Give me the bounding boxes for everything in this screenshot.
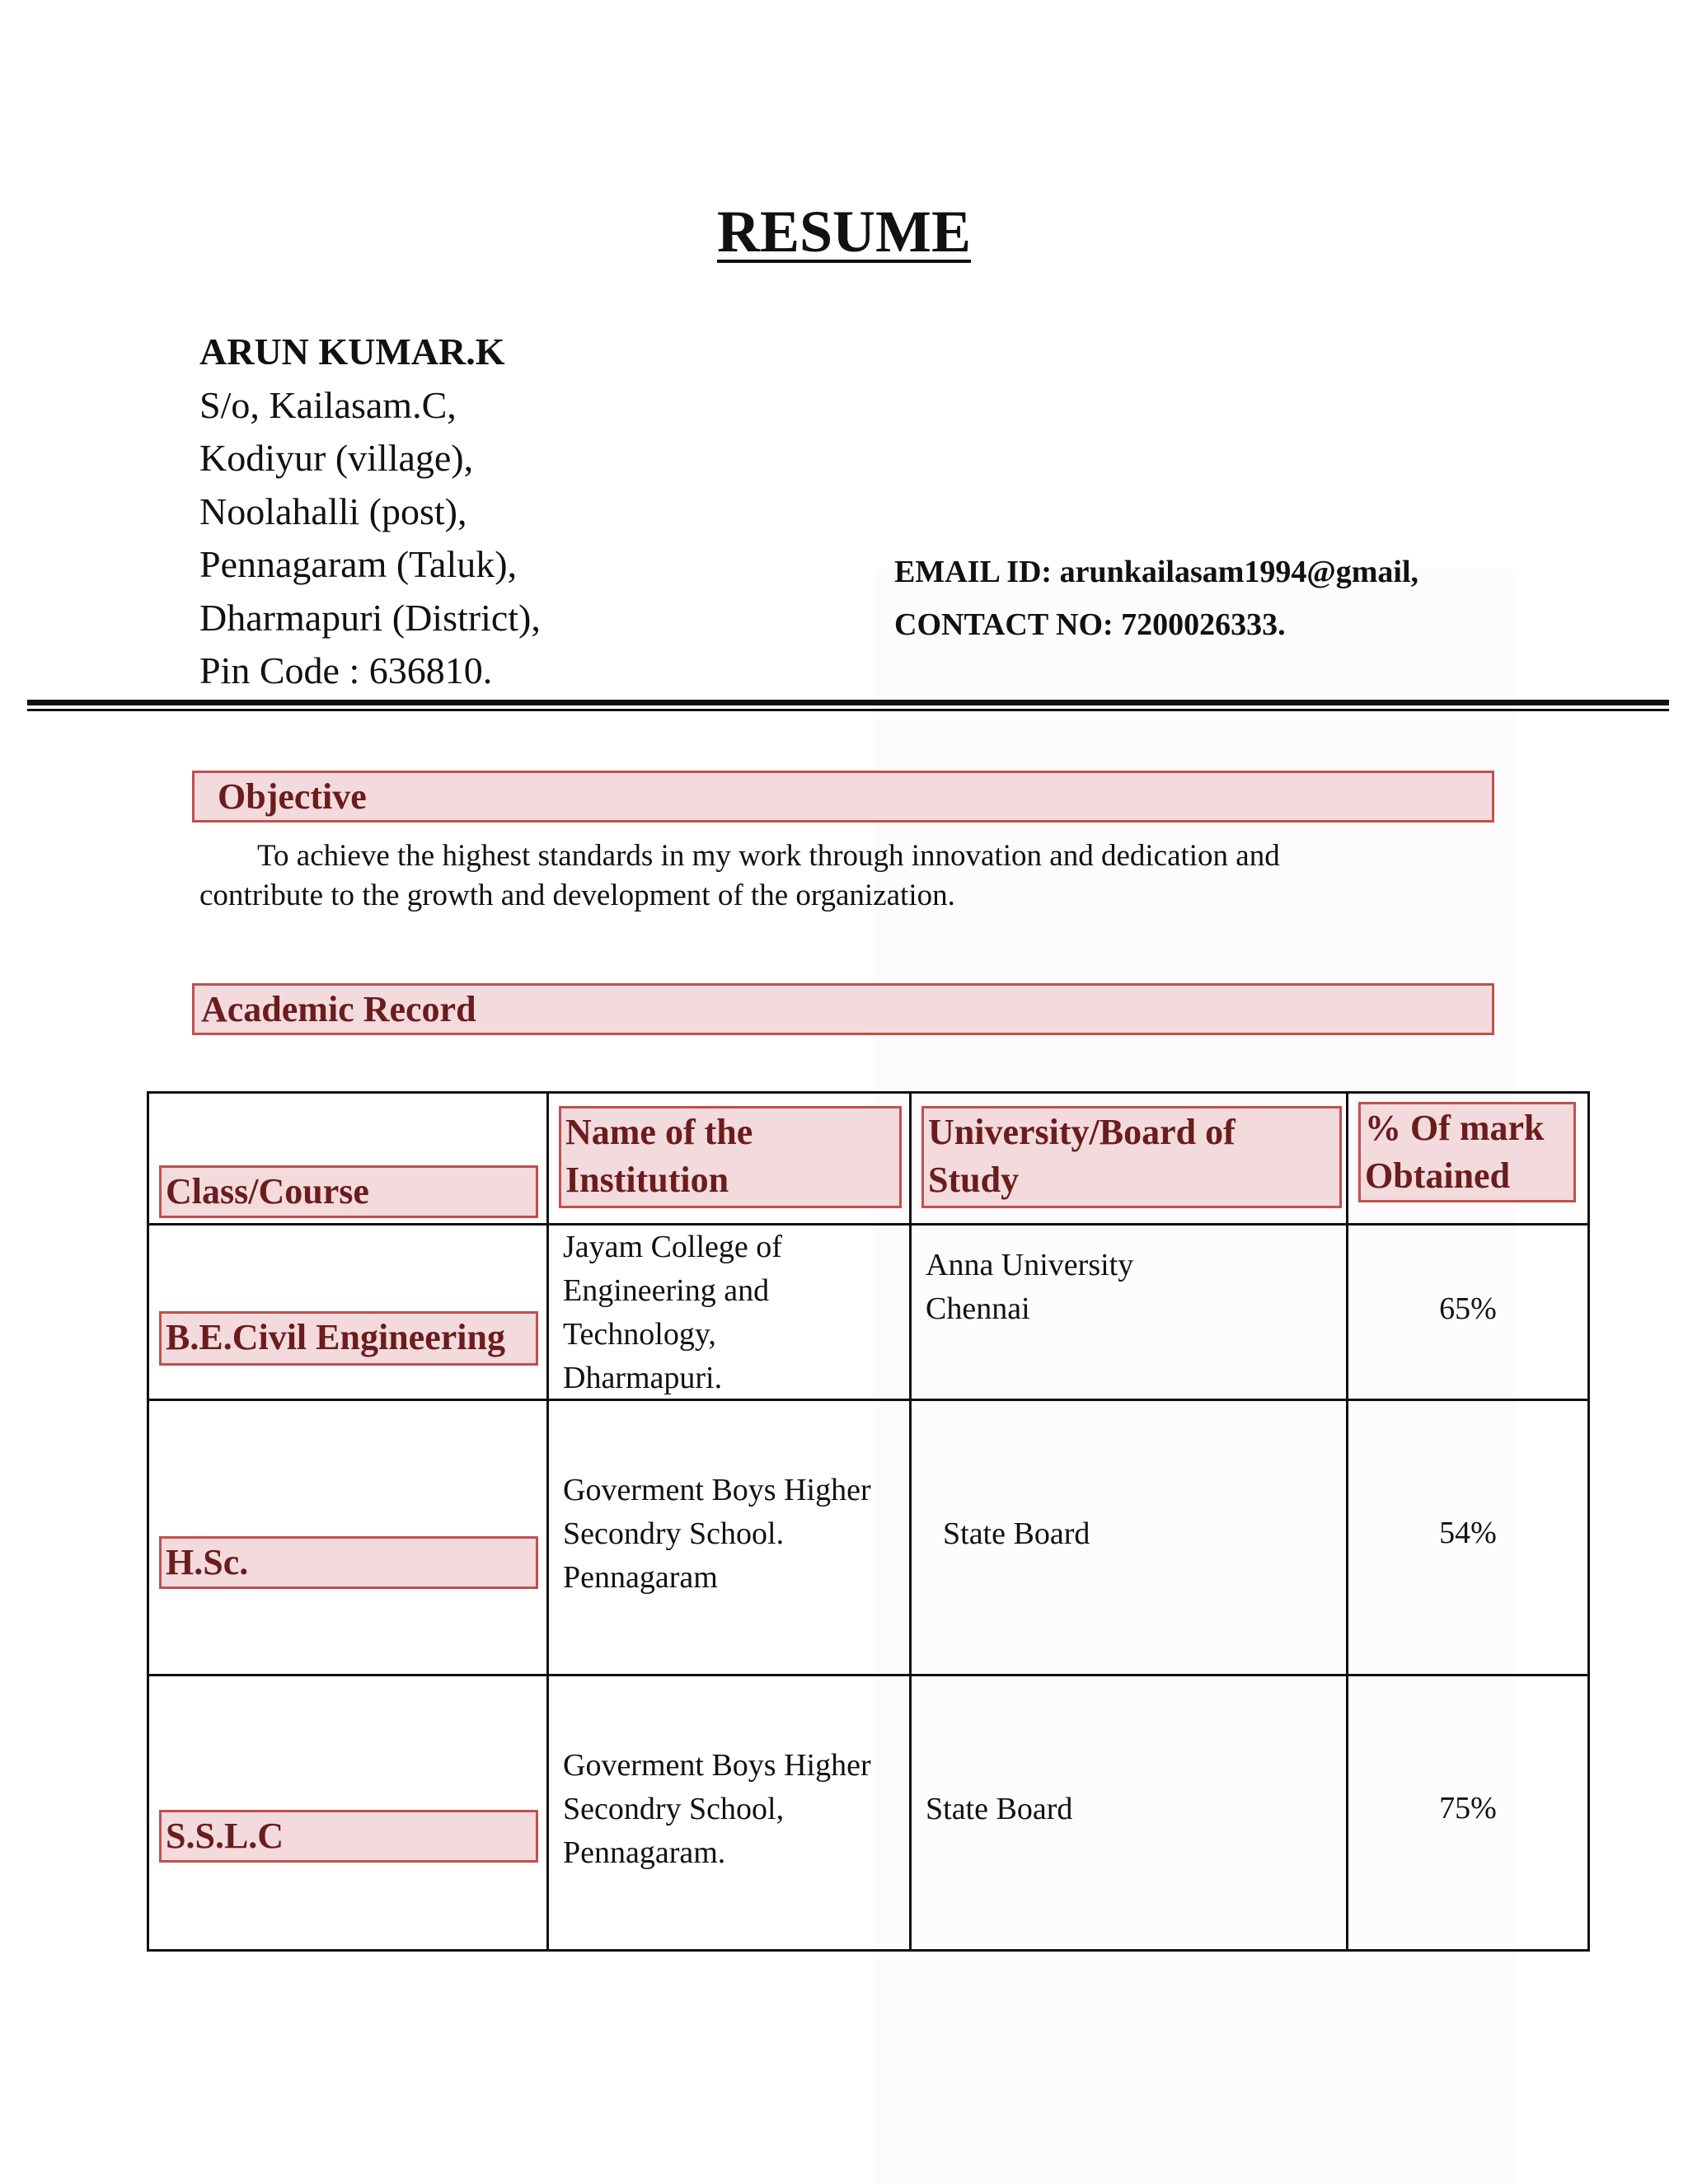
header-mark: [1358, 1102, 1576, 1202]
table-row: [148, 1400, 1589, 1675]
page-title: [0, 198, 1688, 266]
mark-cell: [1348, 1225, 1589, 1400]
objective-line-1: To achieve the highest standards in my work through innovation and dedication and: [257, 839, 1280, 873]
institution-line: Engineering and: [563, 1273, 770, 1308]
objective-text: [199, 837, 1370, 916]
header-institution-line-2: Institution: [565, 1160, 729, 1200]
header-institution: [559, 1106, 902, 1208]
institution-text: [563, 1226, 782, 1400]
email: EMAIL ID: arunkailasam1994@gmail,: [894, 555, 1419, 589]
academic-table: [147, 1091, 1590, 1952]
mark-value: 54%: [1439, 1516, 1497, 1550]
board-text: [926, 1244, 1133, 1331]
institution-text: [563, 1469, 871, 1600]
institution-line: Secondry School,: [563, 1792, 785, 1826]
board-cell: [911, 1400, 1348, 1675]
contact-block: [894, 546, 1418, 651]
table-row: [148, 1225, 1589, 1400]
institution-cell: [548, 1400, 911, 1675]
header-board-line-2: Study: [928, 1160, 1020, 1200]
address-line: S/o, Kailasam.C,: [199, 383, 457, 426]
header-cell-course: [148, 1093, 548, 1225]
course-cell: [148, 1400, 548, 1675]
candidate-name: ARUN KUMAR.K: [199, 330, 505, 373]
mark-value: 75%: [1439, 1791, 1497, 1825]
objective-line: [199, 837, 1370, 876]
mark-cell: [1348, 1675, 1589, 1951]
board-cell: [911, 1675, 1348, 1951]
institution-cell: [548, 1225, 911, 1400]
board-text: State Board: [943, 1516, 1090, 1551]
address-line: Dharmapuri (District),: [199, 596, 541, 639]
institution-line: Goverment Boys Higher: [563, 1473, 871, 1507]
institution-line: Jayam College of: [563, 1230, 782, 1264]
academic-heading: Academic Record: [192, 983, 1494, 1035]
objective-heading: Objective: [192, 771, 1494, 823]
header-cell-mark: [1348, 1093, 1589, 1225]
header-mark-line-2: Obtained: [1365, 1155, 1511, 1196]
address-line: Pin Code : 636810.: [199, 649, 493, 691]
table-header-row: [148, 1093, 1589, 1225]
course-label: B.E.Civil Engineering: [159, 1311, 538, 1366]
institution-line: Dharmapuri.: [563, 1361, 723, 1395]
mark-cell: [1348, 1400, 1589, 1675]
institution-line: Goverment Boys Higher: [563, 1748, 871, 1783]
mark-value: 65%: [1439, 1291, 1497, 1326]
header-mark-line-1: % Of mark: [1365, 1108, 1545, 1148]
address-line: Pennagaram (Taluk),: [199, 543, 518, 585]
institution-line: Pennagaram: [563, 1560, 718, 1595]
course-cell: [148, 1675, 548, 1951]
institution-line: Secondry School.: [563, 1516, 785, 1551]
header-board: [921, 1106, 1342, 1208]
header-course: Class/Course: [159, 1165, 538, 1218]
header-cell-institution: [548, 1093, 911, 1225]
board-line: Chennai: [926, 1291, 1030, 1326]
divider-thin: [27, 709, 1669, 711]
institution-text: [563, 1744, 871, 1875]
address-line: Noolahalli (post),: [199, 490, 467, 532]
board-line: Anna University: [926, 1248, 1134, 1282]
table-row: [148, 1675, 1589, 1951]
institution-line: Technology,: [563, 1317, 716, 1352]
divider-thick: [27, 700, 1669, 705]
board-cell: [911, 1225, 1348, 1400]
course-label: H.Sc.: [159, 1536, 538, 1589]
header-board-line-1: University/Board of: [928, 1112, 1236, 1152]
institution-cell: [548, 1675, 911, 1951]
institution-line: Pennagaram.: [563, 1835, 726, 1870]
address-block: [199, 326, 541, 698]
title-text: RESUME: [716, 199, 972, 265]
address-line: Kodiyur (village),: [199, 437, 474, 479]
header-cell-board: [911, 1093, 1348, 1225]
phone: CONTACT NO: 7200026333.: [894, 607, 1286, 642]
course-cell: [148, 1225, 548, 1400]
board-text: State Board: [926, 1792, 1073, 1826]
objective-line-2: contribute to the growth and development of the organization.: [199, 879, 955, 912]
header-institution-line-1: Name of the: [565, 1112, 753, 1152]
course-label: S.S.L.C: [159, 1810, 538, 1863]
